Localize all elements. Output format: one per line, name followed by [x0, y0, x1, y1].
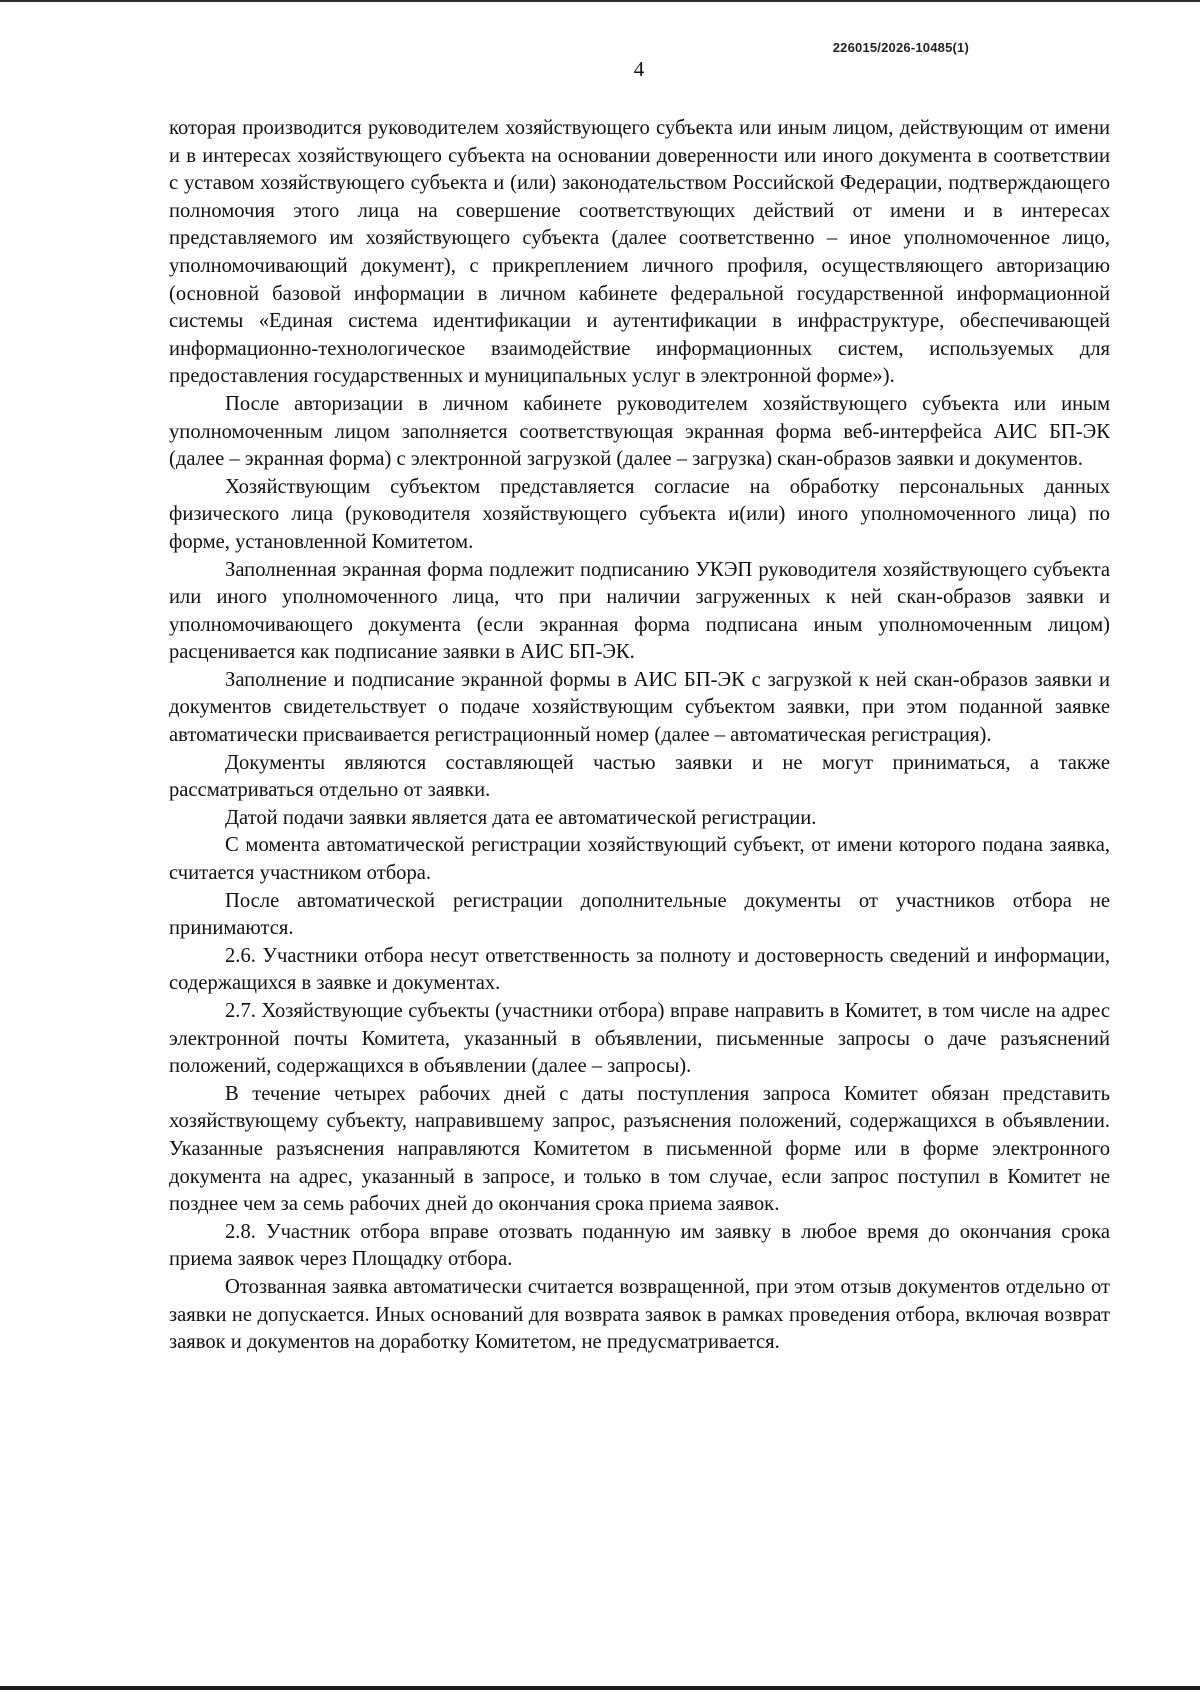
page-number: 4	[633, 57, 645, 81]
paragraph: Отозванная заявка автоматически считается возвращенной, при этом отзыв документов отдельно от заявки не допускается. Иных оснований для возврата заявок в рамках проведения отбора, включая возврат заявок и документов на доработку Комитетом, не предусматривается.	[169, 1275, 1110, 1354]
paragraph: После автоматической регистрации дополнительные документы от участников отбора не принимаются.	[169, 889, 1110, 940]
document-registration-number: 226015/2026-10485(1)	[832, 40, 969, 55]
paragraph: Заполнение и подписание экранной формы в АИС БП-ЭК с загрузкой к ней скан-образов заявки и документов свидетельствует о подаче хозяйствующим субъектом заявки, при этом поданной заявке автоматически присваивается регистрационный номер (далее – автоматическая регистрация).	[169, 668, 1110, 747]
document-body	[169, 115, 1110, 1357]
clause-2-7: 2.7. Хозяйствующие субъекты (участники отбора) вправе направить в Комитет, в том числе на адрес электронной почты Комитета, указанный в объявлении, письменные запросы о даче разъяснений положений, содержащихся в объявлении (далее – запросы).	[169, 1000, 1110, 1078]
scan-border-top	[0, 0, 1200, 2]
paragraph: Заполненная экранная форма подлежит подписанию УКЭП руководителя хозяйствующего субъекта или иного уполномоченного лица, что при наличии загруженных к ней скан-образов заявки и уполномочивающего документа (если экранная форма подписана иным уполномоченным лицом) расценивается как подписание заявки в АИС БП-ЭК.	[169, 558, 1110, 664]
paragraph: Документы являются составляющей частью заявки и не могут приниматься, а также рассматриваться отдельно от заявки.	[169, 751, 1110, 802]
clause-2-8: 2.8. Участник отбора вправе отозвать поданную им заявку в любое время до окончания срока приема заявок через Площадку отбора.	[169, 1220, 1110, 1271]
paragraph: С момента автоматической регистрации хозяйствующий субъект, от имени которого подана заявка, считается участником отбора.	[169, 834, 1110, 885]
paragraph: После авторизации в личном кабинете руководителем хозяйствующего субъекта или иным уполномоченным лицом заполняется соответствующая экранная форма веб-интерфейса АИС БП-ЭК (далее – экранная форма) с электронной загрузкой (далее – загрузка) скан-образов заявки и документов.	[169, 392, 1110, 471]
paragraph: В течение четырех рабочих дней с даты поступления запроса Комитет обязан представить хозяйствующему субъекту, направившему запрос, разъяснения положений, содержащихся в объявлении. Указанные разъяснения направляются Комитетом в письменной форме или в форме электронного документа на адрес, указанный в запросе, и только в том случае, если запрос поступил в Комитет не позднее чем за семь рабочих дней до окончания срока приема заявок.	[169, 1082, 1110, 1216]
paragraph: Датой подачи заявки является дата ее автоматической регистрации.	[225, 806, 817, 829]
scan-border-bottom	[0, 1686, 1200, 1690]
paragraph-continuation: которая производится руководителем хозяйствующего субъекта или иным лицом, действующим от имени и в интересах хозяйствующего субъекта на основании доверенности или иного документа в соответствии с уставом хозяйствующего субъекта и (или) законодательством Российской Федерации, подтверждающего полномочия этого лица на совершение соответствующих действий от имени и в интересах представляемого им хозяйствующего субъекта (далее соответственно – иное уполномоченное лицо, уполномочивающий документ), с прикреплением личного профиля, осуществляющего авторизацию (основной базовой информации в личном кабинете федеральной государственной информационной системы «Единая система идентификации и аутентификации в инфраструктуре, обеспечивающей информационно-технологическое взаимодействие информационных систем, используемых для предоставления государственных и муниципальных услуг в электронной форме»).	[169, 117, 1110, 388]
paragraph: Хозяйствующим субъектом представляется согласие на обработку персональных данных физического лица (руководителя хозяйствующего субъекта и(или) иного уполномоченного лица) по форме, установленной Комитетом.	[169, 475, 1110, 553]
clause-2-6: 2.6. Участники отбора несут ответственность за полноту и достоверность сведений и информации, содержащихся в заявке и документах.	[169, 944, 1110, 995]
